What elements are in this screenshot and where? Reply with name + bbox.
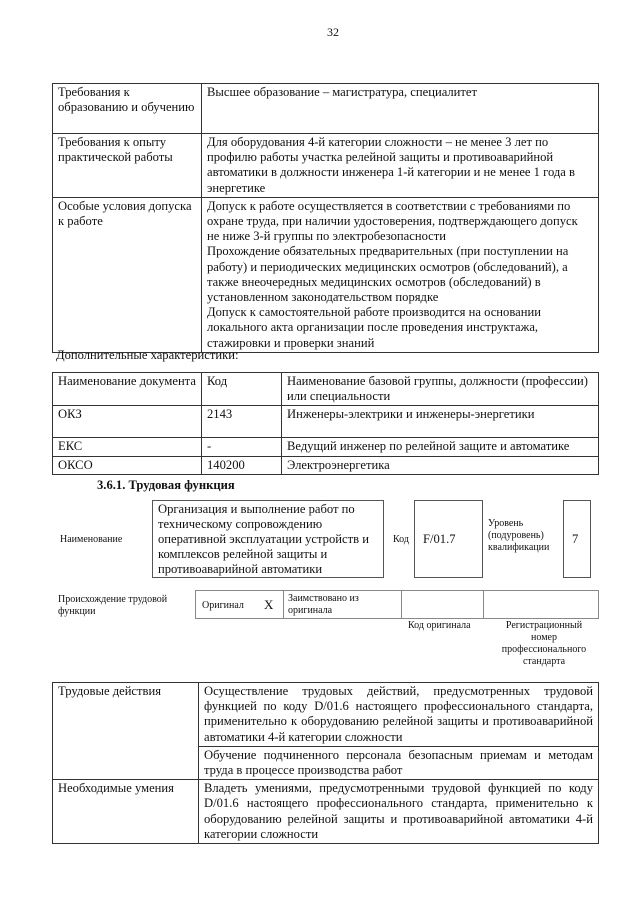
row-value: Осуществление трудовых действий, предусмотренных трудовой функцией по коду D/01.6 настоящего профессионального стандарта, применительно к оборудованию релейной защиты и противоаварийной автоматики 4-й категории сложности <box>199 683 599 747</box>
level-label: Уровень (подуровень) квалификации <box>488 518 550 553</box>
table-row <box>53 438 599 456</box>
row-value <box>202 197 599 352</box>
divider <box>483 591 484 618</box>
row-value: Высшее образование – магистратура, специалитет <box>202 84 599 134</box>
header-cell: Код <box>202 373 282 406</box>
origin-row <box>195 590 599 619</box>
row-label: Особые условия допуска к работе <box>53 197 202 352</box>
table-row <box>53 456 599 474</box>
page-number: 32 <box>327 25 339 39</box>
cell: Электроэнергетика <box>282 456 599 474</box>
header-cell: Наименование базовой группы, должности (профессии) или специальности <box>282 373 599 406</box>
requirements-table <box>52 83 599 353</box>
reg-number-caption: Регистрационный номер профессионального стандарта <box>501 620 587 667</box>
table-row <box>53 84 599 134</box>
code-label: Код <box>393 534 409 545</box>
table-row <box>53 197 599 352</box>
code-value: F/01.7 <box>414 500 483 578</box>
cell: ОКЗ <box>53 406 202 438</box>
table-row <box>53 683 599 747</box>
row-value: Владеть умениями, предусмотренными трудовой функцией по коду D/01.6 настоящего профессионального стандарта, применительно к оборудованию релейной защиты и противоаварийной автоматики 4-й категории сложности <box>199 780 599 844</box>
row-value: Обучение подчиненного персонала безопасным приемам и методам труда в процессе производства работ <box>199 746 599 779</box>
cell: 140200 <box>202 456 282 474</box>
cell: 2143 <box>202 406 282 438</box>
level-value: 7 <box>563 500 591 578</box>
function-table <box>52 682 599 844</box>
additional-title: Дополнительные характеристики: <box>56 348 239 362</box>
paragraph: Допуск к самостоятельной работе производится на основании локального акта организации после проведения инструктажа, стажировки и проверки знаний <box>207 305 541 350</box>
section-heading: 3.6.1. Трудовая функция <box>97 478 235 492</box>
paragraph: Прохождение обязательных предварительных (при поступлении на работу) и периодических медицинских осмотров (обследований), а также внеочередных медицинских осмотров (обследований) в установленном законодательством порядке <box>207 244 569 305</box>
original-label: Оригинал <box>202 600 244 611</box>
borrowed-label: Заимствовано из оригинала <box>288 593 359 616</box>
table-row <box>53 134 599 198</box>
cell: ОКСО <box>53 456 202 474</box>
original-mark: X <box>264 597 274 612</box>
table-row <box>53 406 599 438</box>
divider <box>401 591 402 618</box>
divider <box>283 591 284 618</box>
original-code-caption: Код оригинала <box>408 620 471 631</box>
cell: ЕКС <box>53 438 202 456</box>
additional-table <box>52 372 599 475</box>
row-label: Требования к образованию и обучению <box>53 84 202 134</box>
row-value: Для оборудования 4-й категории сложности – не менее 3 лет по профилю работы участка релейной защиты и противоаварийной автоматики в должности инженера 1-й категории и не менее 1 года в энергетике <box>202 134 599 198</box>
row-label: Требования к опыту практической работы <box>53 134 202 198</box>
table-header <box>53 373 599 406</box>
table-row <box>53 780 599 844</box>
paragraph: Допуск к работе осуществляется в соответствии с требованиями по охране труда, при наличии удостоверения, подтверждающего допуск не ниже 3-й группы по электробезопасности <box>207 198 578 244</box>
header-cell: Наименование документа <box>53 373 202 406</box>
cell: Ведущий инженер по релейной защите и автоматике <box>282 438 599 456</box>
cell: Инженеры-электрики и инженеры-энергетики <box>282 406 599 438</box>
cell: - <box>202 438 282 456</box>
name-value: Организация и выполнение работ по техническому сопровождению оперативной эксплуатации устройств и комплексов релейной защиты и противоаварийной автоматики <box>152 500 384 578</box>
origin-label: Происхождение трудовой функции <box>58 594 168 617</box>
row-label: Трудовые действия <box>53 683 199 780</box>
name-label: Наименование <box>60 534 123 545</box>
row-label: Необходимые умения <box>53 780 199 844</box>
